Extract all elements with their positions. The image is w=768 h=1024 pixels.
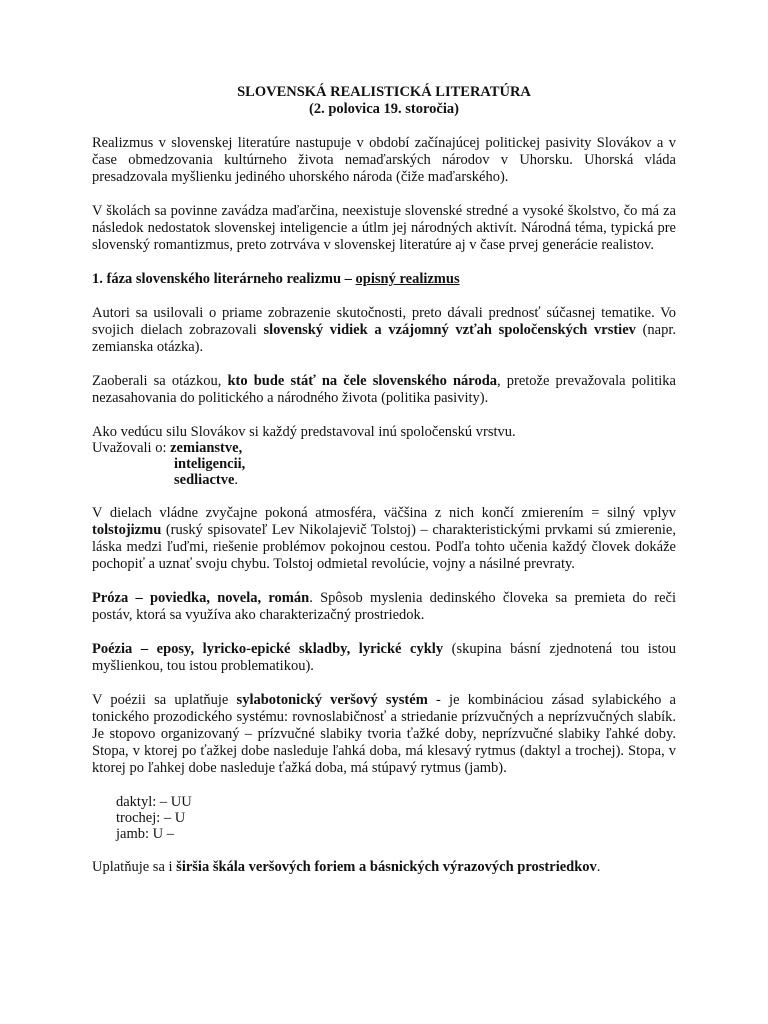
metrical-foot-item: jamb: U – (116, 826, 174, 842)
social-class-item: inteligencii, (174, 456, 246, 472)
metrical-foot-item: daktyl: – UU (116, 794, 192, 810)
section-heading-main: 1. fáza slovenského literárneho realizmu – (92, 271, 356, 287)
paragraph-verse-system (92, 692, 676, 777)
paragraph-schools: V školách sa povinne zavádza maďarčina, neexistuje slovenské stredné a vysoké školstvo, čo má za následok nedostatok slovenskej inteligencie a útlm jej národných aktivít. Národná téma, typická pre slovenský romantizmus, preto zotrváva v slovenskej literatúre aj v čase prvej generácie realistov. (92, 203, 676, 253)
paragraph-forms (92, 859, 676, 876)
social-class-item: zemianstve, (170, 440, 243, 456)
paragraph-question-text-b: , pretože prevažovala politika nezasahovania do politického a národného života (politika pasivity). (92, 373, 676, 406)
social-classes-block (92, 424, 676, 488)
paragraph-forms-text-a: Uplatňuje sa i (92, 859, 177, 875)
metrical-foot-item: trochej: – U (116, 810, 186, 826)
paragraph-poetry-bold: Poézia – eposy, lyricko-epické skladby, lyrické cykly (92, 641, 444, 657)
paragraph-authors-bold: slovenský vidiek a vzájomný vzťah spoločenských vrstiev (263, 322, 636, 338)
paragraph-verse-text-a: V poézii sa uplatňuje (92, 692, 237, 708)
paragraph-poetry-text: (skupina básní zjednotená tou istou myšlienkou, tou istou problematikou). (92, 641, 676, 674)
paragraph-verse-text-b: - je kombináciou zásad sylabického a tonického prozodického systému: rovnoslabičnosť a striedanie prízvučných a neprízvučných slabík. Je stopovo organizovaný – prízvučné slabiky tvoria ťažké doby, neprízvučné slabiky ľahké doby. Stopa, v ktorej po ťažkej dobe nasleduje ľahká doba, má klesavý rytmus (daktyl a trochej). Stopa, v ktorej po ľahkej dobe nasleduje ťažká doba, má stúpavý rytmus (jamb). (92, 692, 676, 776)
paragraph-prose (92, 590, 676, 624)
social-class-item (92, 472, 676, 488)
section-heading (92, 271, 676, 288)
paragraph-intro: Realizmus v slovenskej literatúre nastupuje v období začínajúcej politickej pasivity Slovákov a v čase obmedzovania kultúrneho života nemaďarských národov v Uhorsku. Uhorská vláda presadzovala myšlienku jediného uhorského národa (čiže maďarského). (92, 135, 676, 185)
paragraph-tolstoy-text-b: (ruský spisovateľ Lev Nikolajevič Tolstoj) – charakteristickými prvkami sú zmierenie, láska medzi ľuďmi, riešenie problémov pokojnou cestou. Podľa tohto učenia každý človek dokáže pochopiť a uznať svoju chybu. Tolstoj odmietal revolúcie, vojny a násilné prevraty. (92, 522, 676, 572)
metrical-feet-list (116, 794, 676, 842)
paragraph-verse-bold: sylabotonický veršový systém (236, 692, 428, 708)
social-class-item-text: sedliactve (174, 472, 235, 488)
social-class-item-tail: . (234, 472, 239, 488)
paragraph-prose-bold: Próza – poviedka, novela, román (92, 590, 310, 606)
paragraph-forms-bold: širšia škála veršových foriem a básnických výrazových prostriedkov (176, 859, 597, 875)
paragraph-tolstoy-text-a: V dielach vládne zvyčajne pokoná atmosféra, väčšina z nich končí zmierením = silný vplyv (92, 505, 676, 521)
paragraph-question (92, 373, 676, 407)
social-classes-line (92, 440, 676, 456)
paragraph-authors (92, 305, 676, 356)
paragraph-question-text-a: Zaoberali sa otázkou, (92, 373, 228, 389)
social-classes-lead: Uvažovali o: (92, 440, 171, 456)
paragraph-prose-text: . Spôsob myslenia dedinského človeka sa premieta do reči postáv, ktorá sa využíva ako charakterizačný prostriedok. (92, 590, 677, 623)
paragraph-poetry (92, 641, 676, 675)
paragraph-question-bold: kto bude stáť na čele slovenského národa (227, 373, 498, 389)
paragraph-tolstoy (92, 505, 676, 573)
title-block (92, 84, 676, 118)
page-subtitle: (2. polovica 19. storočia) (309, 101, 459, 117)
page-title: SLOVENSKÁ REALISTICKÁ LITERATÚRA (237, 84, 531, 100)
section-heading-underlined: opisný realizmus (355, 271, 460, 287)
paragraph-tolstoy-bold: tolstojizmu (92, 522, 162, 538)
paragraph-forms-text-b: . (596, 859, 601, 875)
social-classes-intro: Ako vedúcu silu Slovákov si každý predstavoval inú spoločenskú vrstvu. (92, 424, 516, 440)
paragraph-authors-text-a: Autori sa usilovali o priame zobrazenie skutočnosti, preto dávali prednosť súčasnej tematike. Vo svojich dielach zobrazovali (92, 305, 676, 338)
paragraph-authors-text-b: (napr. zemianska otázka). (92, 322, 677, 355)
